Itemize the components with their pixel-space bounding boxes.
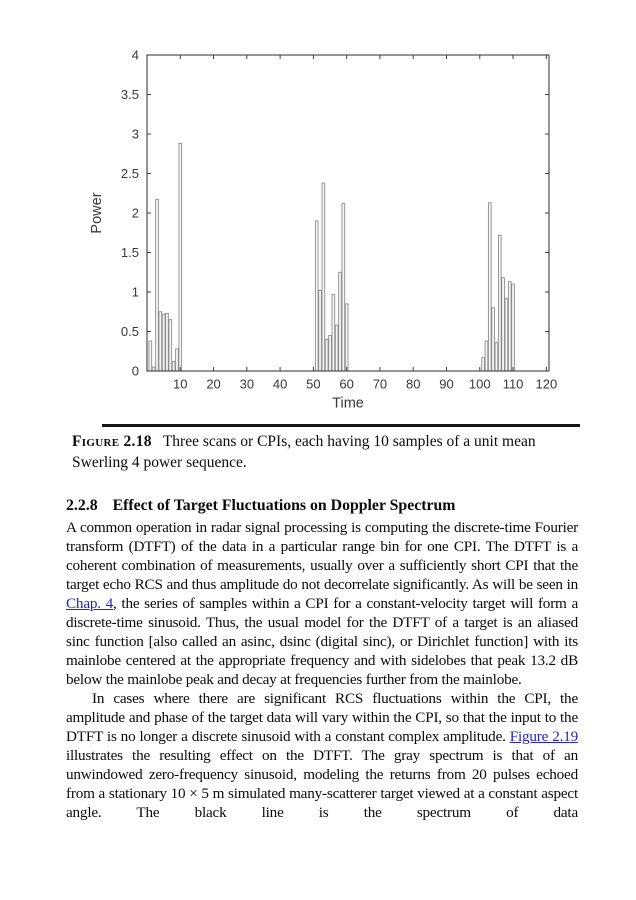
x-axis-label: Time (332, 395, 364, 412)
power-sample-bar (172, 362, 175, 371)
x-tick-label: 30 (239, 376, 255, 392)
x-tick-label: 60 (339, 376, 354, 392)
figure-caption-label: Figure 2.18 (72, 433, 152, 450)
power-sample-bar (508, 282, 511, 371)
power-sample-bar (502, 278, 505, 371)
body-text-column (66, 496, 578, 822)
x-tick-label: 50 (306, 376, 321, 392)
power-sample-bar (492, 308, 495, 371)
power-sample-bar (149, 341, 152, 371)
power-sample-bar (342, 204, 345, 371)
power-time-bar-chart (0, 0, 636, 420)
power-sample-bar (152, 367, 155, 371)
power-sample-bar (319, 290, 322, 371)
power-sample-bar (332, 294, 335, 371)
power-sample-bar (498, 235, 501, 371)
power-sample-bar (325, 339, 328, 371)
power-sample-bar (322, 183, 325, 371)
power-sample-bar (169, 320, 172, 371)
cross-reference-link[interactable]: Chap. 4 (66, 595, 114, 612)
y-tick-label: 0.5 (120, 324, 139, 339)
x-tick-label: 100 (468, 376, 491, 392)
x-tick-label: 90 (439, 376, 454, 392)
power-sample-bar (505, 298, 508, 371)
power-sample-bar (176, 349, 179, 371)
power-sample-bar (315, 221, 318, 371)
y-tick-label: 2.5 (120, 166, 139, 181)
power-sample-bar (335, 325, 338, 371)
cross-reference-link[interactable]: Figure 2.19 (509, 728, 578, 745)
power-sample-bar (512, 284, 515, 371)
y-tick-label: 1 (131, 284, 139, 300)
y-tick-label: 2 (131, 205, 139, 221)
y-tick-label: 4 (131, 47, 139, 63)
x-tick-label: 10 (173, 376, 188, 392)
section-title: Effect of Target Fluctuations on Doppler Spectrum (112, 497, 456, 514)
x-tick-label: 120 (535, 376, 558, 392)
y-axis-label: Power (89, 192, 105, 234)
y-tick-label: 3 (131, 126, 139, 142)
figure-divider-rule (102, 424, 580, 427)
x-tick-label: 20 (206, 376, 221, 392)
power-sample-bar (345, 304, 348, 371)
x-tick-label: 40 (272, 376, 288, 392)
figure-caption (72, 431, 564, 473)
power-sample-bar (166, 313, 169, 371)
power-sample-bar (179, 143, 182, 371)
section-heading (66, 496, 578, 515)
figure-caption-text: Three scans or CPIs, each having 10 samples of a unit mean Swerling 4 power sequence. (72, 433, 536, 471)
power-sample-bar (339, 272, 342, 371)
power-sample-bar (329, 335, 332, 371)
x-tick-label: 110 (502, 376, 524, 392)
y-tick-label: 1.5 (120, 245, 139, 260)
power-sample-bar (159, 312, 162, 371)
power-sample-bar (156, 200, 159, 371)
power-sample-bar (488, 203, 491, 371)
y-tick-label: 0 (131, 363, 139, 379)
section-number: 2.2.8 (66, 497, 98, 514)
power-sample-bar (482, 358, 485, 371)
x-tick-label: 70 (372, 376, 388, 392)
y-tick-label: 3.5 (120, 87, 139, 102)
power-sample-bar (495, 343, 498, 371)
power-sample-bar (485, 341, 488, 371)
paragraph-dtft-intro: A common operation in radar signal processing is computing the discrete-time Fourier transform (DTFT) of the data in a particular range bin for one CPI. The DTFT is a coherent combination of measurements, usually over a sufficiently short CPI that the target echo RCS and thus amplitude do not decorrelate significantly. As will be seen in Chap. 4, the series of samples within a CPI for a constant-velocity target will form a discrete-time sinusoid. Thus, the usual model for the DTFT of a target is an aliased sinc function [also called an asinc, dsinc (digital sinc), or Dirichlet function] with its mainlobe centered at the appropriate frequency and with sidelobes that peak 13.2 dB below the mainlobe peak and decay at frequencies further from the mainlobe. (66, 519, 578, 688)
paragraph-rcs-fluctuations: In cases where there are significant RCS fluctuations within the CPI, the amplitude and phase of the target data will vary within the CPI, so that the input to the DTFT is no longer a discrete sinusoid with a constant complex amplitude. Figure 2.19 illustrates the resulting effect on the DTFT. The gray spectrum is that of an unwindowed zero-frequency sinusoid, modeling the returns from 20 pulses echoed from a stationary 10 × 5 m simulated many-scatterer target viewed at a constant aspect angle. The black line is the spectrum of data (66, 690, 578, 821)
x-tick-label: 80 (405, 376, 421, 392)
power-sample-bar (162, 314, 165, 371)
